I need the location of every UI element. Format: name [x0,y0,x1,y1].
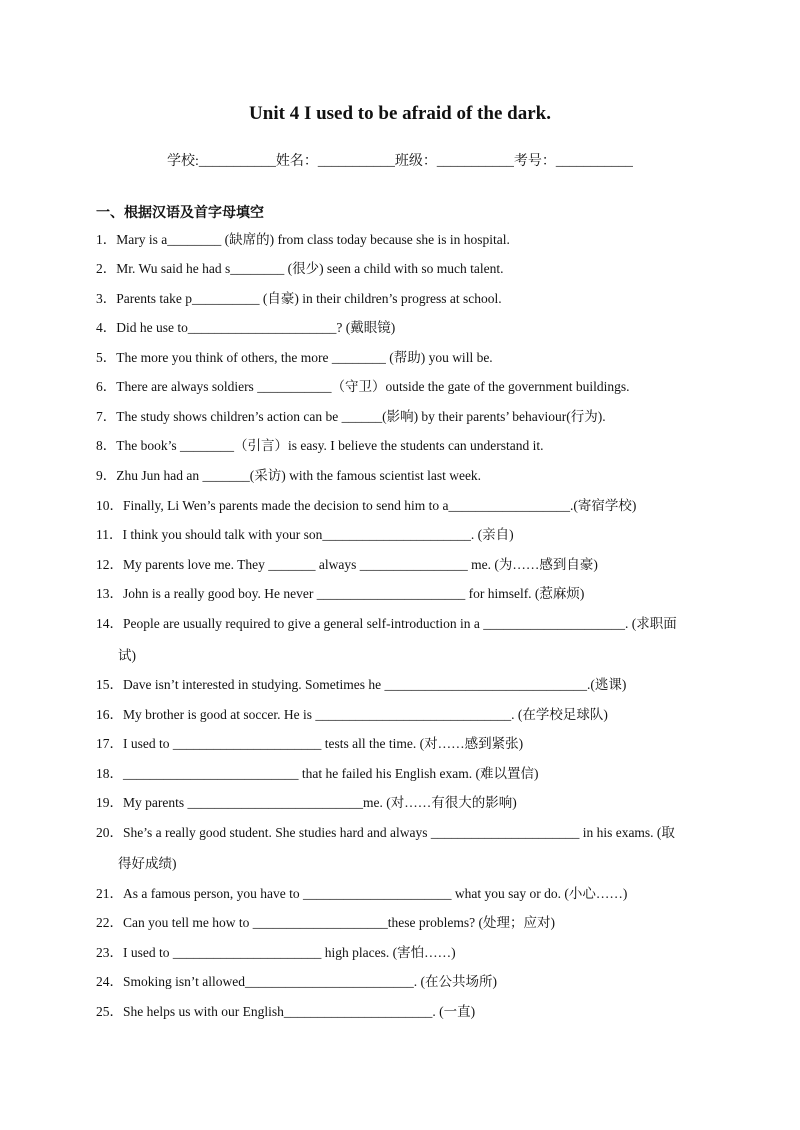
question-item: 7．The study shows children’s action can be ______(影响) by their parents’ behaviour(行为). [96,409,606,424]
question-item: 2．Mr. Wu said he had s________ (很少) seen a child with so much talent. [96,261,504,276]
question-item: 21．As a famous person, you have to ______________________ what you say or do. (小心……) [96,886,628,901]
question-item: 14．People are usually required to give a general self-introduction in a _____________________. (求职面 [96,616,677,631]
question-item: 13．John is a really good boy. He never ______________________ for himself. (惹麻烦) [96,586,585,601]
question-item: 6．There are always soldiers ___________（守卫）outside the gate of the government buildings. [96,379,630,394]
question-item: 20．She’s a really good student. She studies hard and always ______________________ in his exams. (取 [96,825,675,840]
question-item: 16．My brother is good at soccer. He is _____________________________. (在学校足球队) [96,707,608,722]
question-item: 22．Can you tell me how to ____________________these problems? (处理；应对) [96,915,555,930]
question-item: 9．Zhu Jun had an _______(采访) with the famous scientist last week. [96,468,482,483]
question-item: 17．I used to ______________________ tests all the time. (对……感到紧张) [96,736,524,751]
question-item: 5．The more you think of others, the more ________ (帮助) you will be. [96,350,493,365]
question-item: 得好成绩) [118,856,177,871]
question-item: 23．I used to ______________________ high places. (害怕……) [96,945,456,960]
question-item: 12．My parents love me. They _______ always ________________ me. (为……感到自豪) [96,557,598,572]
question-item: 1．Mary is a________ (缺席的) from class today because she is in hospital. [96,232,510,247]
page-title: Unit 4 I used to be afraid of the dark. [249,103,551,124]
question-item: 8．The book’s ________（引言）is easy. I believe the students can understand it. [96,438,544,453]
student-info-line: 学校:___________姓名：___________班级：___________考号：___________ [167,154,633,169]
question-item: 25．She helps us with our English______________________. (一直) [96,1004,476,1019]
question-item: 4．Did he use to______________________? (戴眼镜) [96,320,396,335]
question-item: 15．Dave isn’t interested in studying. Sometimes he ______________________________.(逃课) [96,677,627,692]
question-item: 试) [118,648,136,663]
section-heading: 一、根据汉语及首字母填空 [96,205,264,221]
question-item: 19．My parents __________________________me. (对……有很大的影响) [96,795,517,810]
question-item: 10．Finally, Li Wen’s parents made the decision to send him to a__________________.(寄宿学校) [96,498,637,513]
question-item: 24．Smoking isn’t allowed_________________________. (在公共场所) [96,974,497,989]
question-item: 11．I think you should talk with your son______________________. (亲自) [96,527,514,542]
question-item: 18．__________________________ that he failed his English exam. (难以置信) [96,766,539,781]
question-item: 3．Parents take p__________ (自豪) in their children’s progress at school. [96,291,502,306]
